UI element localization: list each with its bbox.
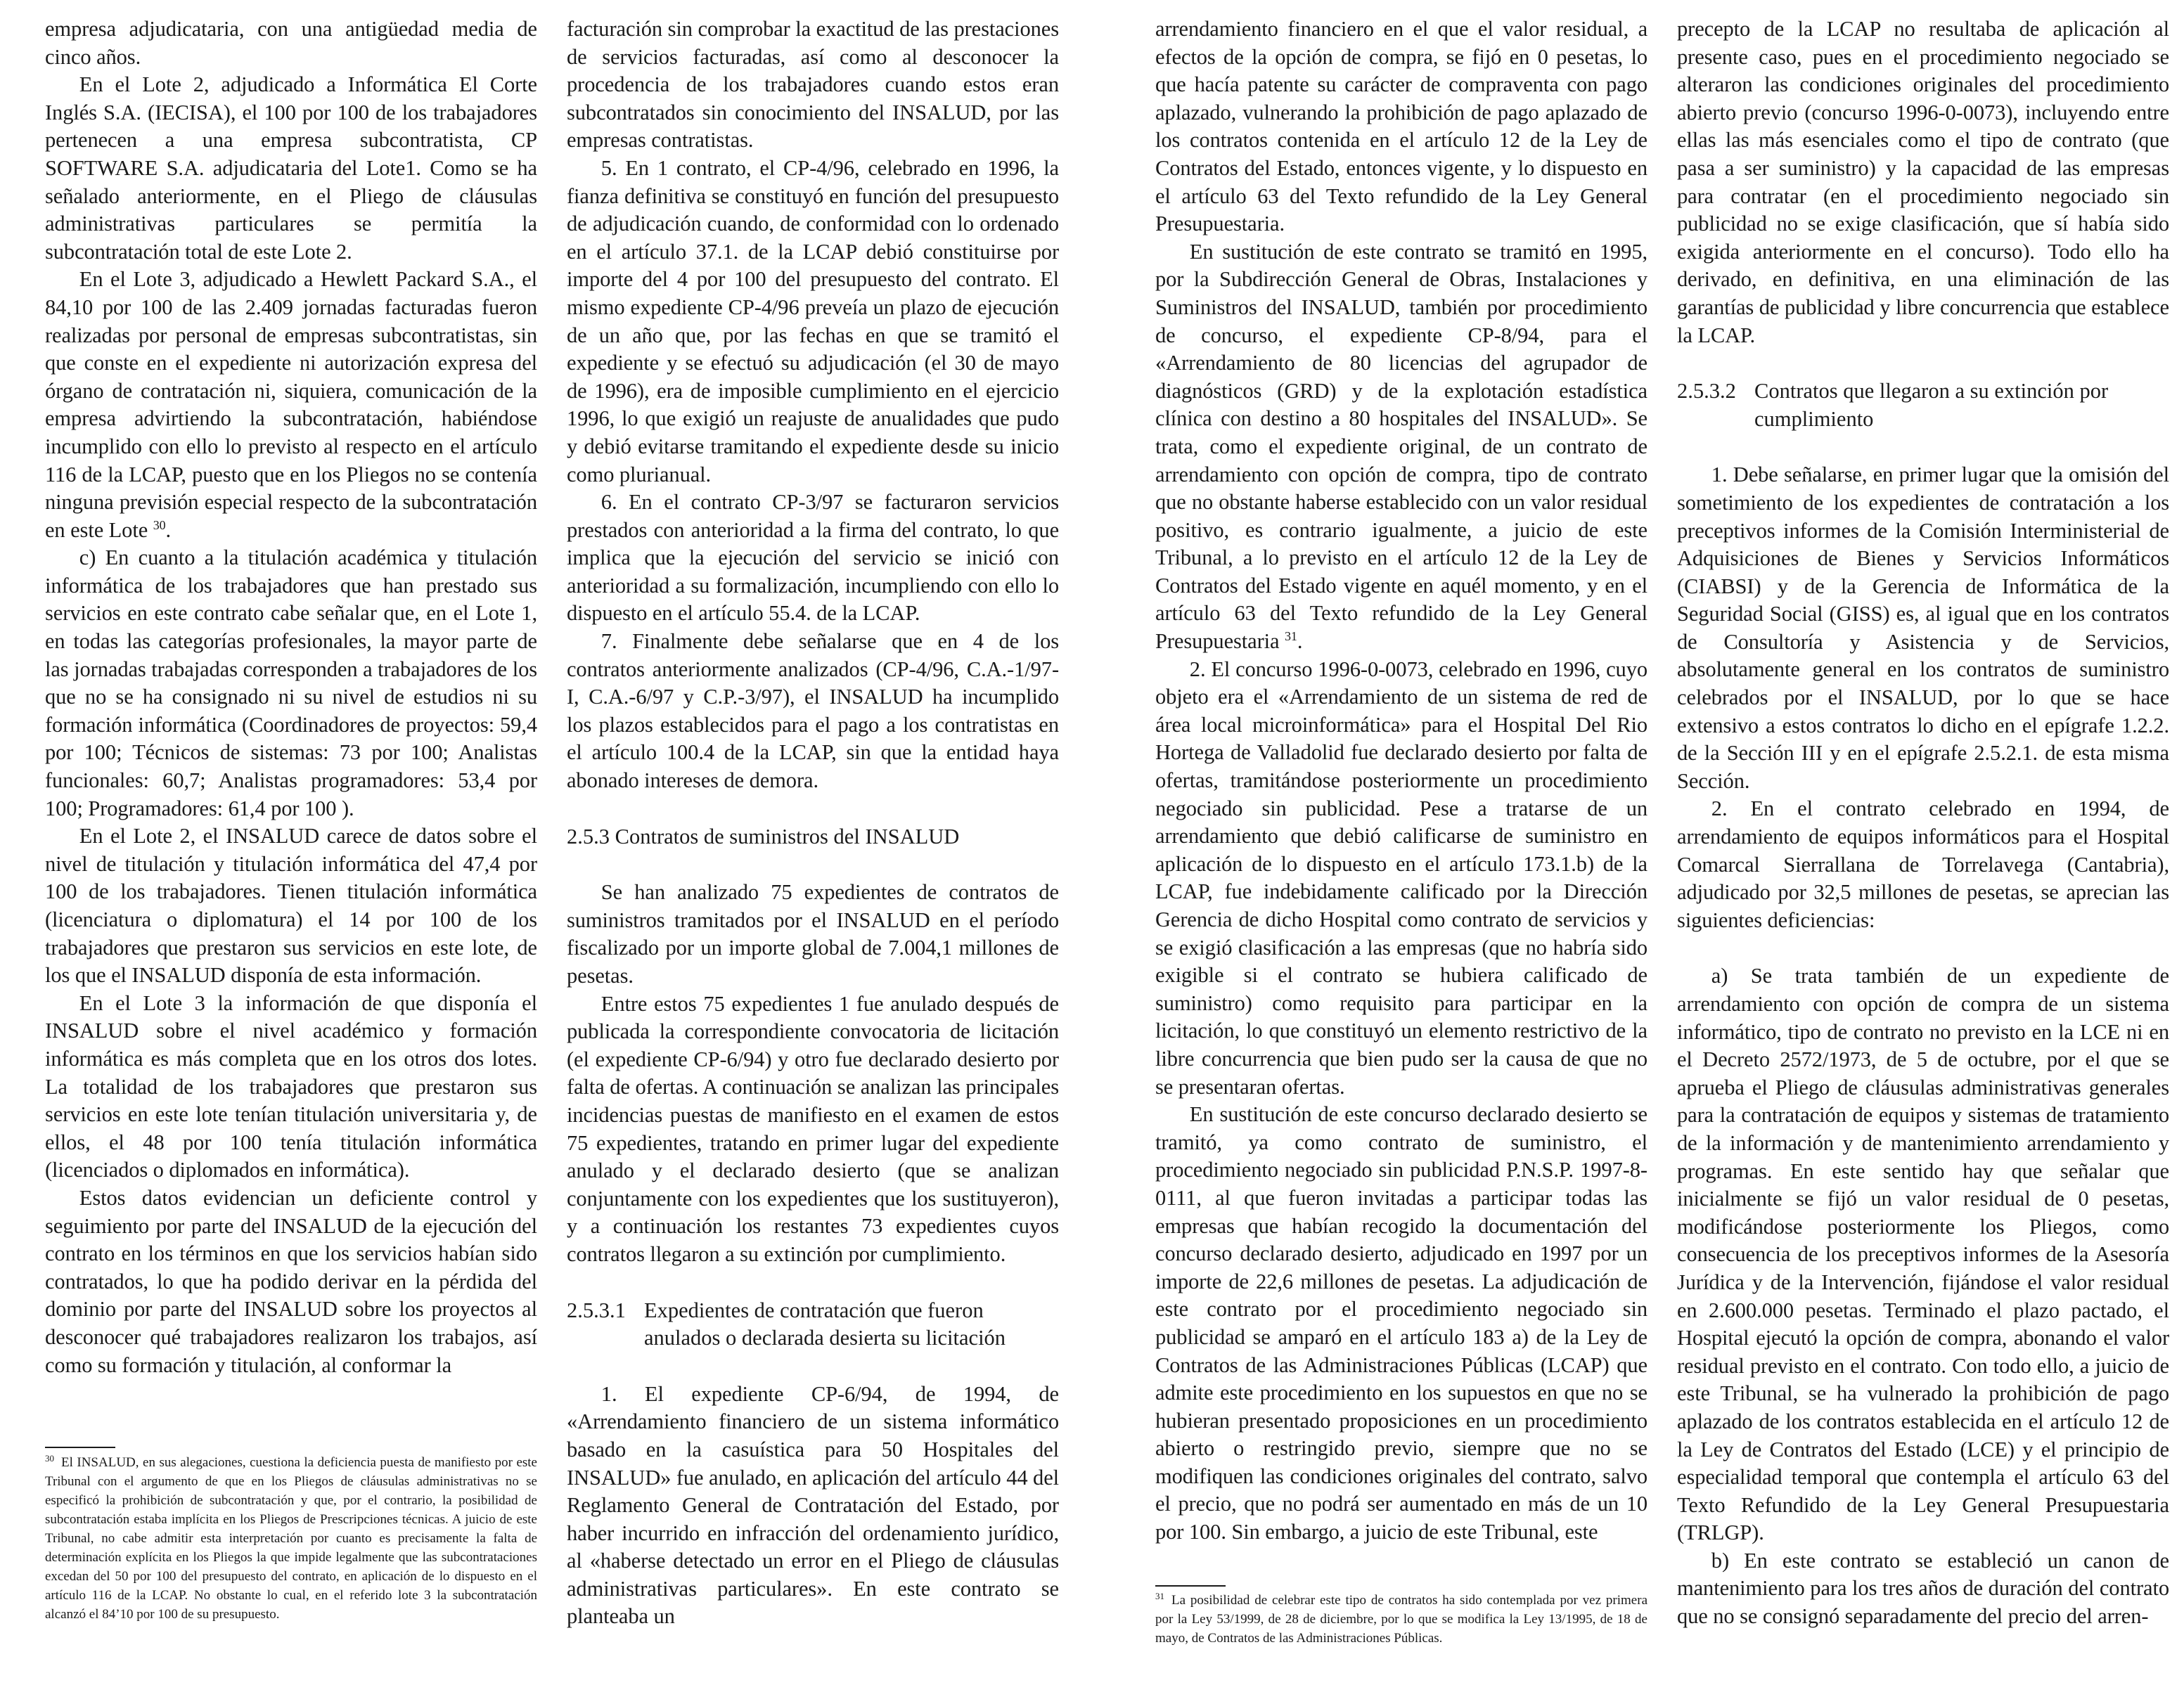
paragraph: c) En cuanto a la titulación académica y titulación informática de los trabajadores que han prestado sus servicios en este contrato cabe señalar que, en el Lote 1, en todas las categorías profesionales, la mayor parte de las jornadas trabajadas corresponden a trabajadores de los que no se ha consignado ni su nivel de estudios ni su formación informática (Coordinadores de proyectos: 59,4 por 100; Técnicos de sistemas: 73 por 100; Analistas funcionales: 60,7; Analistas programadores: 53,4 por 100; Programadores: 61,4 por 100 ). bbox=[45, 545, 537, 820]
column-3 bbox=[1155, 15, 1647, 1671]
paragraph bbox=[45, 266, 537, 544]
subsection-title: Expedientes de contratación que fueron anulados o declarada desierta su licitación bbox=[644, 1298, 1006, 1350]
footnote-text: El INSALUD, en sus alegaciones, cuestiona la deficiencia puesta de manifiesto por este Tribunal con el argumento de que en los Pliegos de cláusulas administrativas no se especificó la prohibición de subcontratación y que, por el contrario, la posibilidad de subcontratación estaba implícita en los Pliegos de Prescripciones técnicas. A juicio de este Tribunal, no cabe admitir esta interpretación por cuanto es precisamente la falta de determinación explícita en los Pliegos la que impide legalmente que las subcontrataciones excedan del 50 por 100 del presupuesto del contrato, en aplicación de lo dispuesto en el artículo 116 de la LCAP. No obstante lo cual, en el referido lote 3 la subcontratación alcanzó el 84’10 por 100 de su presupuesto. bbox=[45, 1455, 537, 1622]
section-heading: 2.5.3 Contratos de suministros del INSALUD bbox=[567, 824, 960, 848]
subsection-number: 2.5.3.2 bbox=[1677, 379, 1736, 404]
paragraph-text: En el Lote 3, adjudicado a Hewlett Packard S.A., el 84,10 por 100 de las 2.409 jornadas facturadas fueron realizadas por personal de empresas subcontratistas, sin que conste en el expediente ni autorización expresa del órgano de contratación ni, siquiera, comunicación de la empresa advirtiendo la subcontratación, habiéndose incumplido con ello lo previsto al respecto en el artículo 116 de la LCAP, puesto que en los Pliegos no se contenía ninguna previsión especial respecto de la subcontratación en este Lote bbox=[45, 267, 537, 542]
footnote-ref[interactable]: 30 bbox=[153, 517, 166, 532]
subsection-heading bbox=[1677, 377, 2169, 433]
paragraph: En sustitución de este concurso declarado desierto se tramitó, ya como contrato de suministro, el procedimiento negociado sin publicidad P.N.S.P. 1997-8-0111, al que fueron invitadas a participar todas las empresas que habían recogido la documentación del concurso declarado desierto, adjudicado en 1997 por un importe de 22,6 millones de pesetas. La adjudicación de este contrato por el procedimiento negociado sin publicidad se amparó en el artículo 183 a) de la Ley de Contratos de las Administraciones Públicas (LCAP) que admite este procedimiento en los supuestos en que no se hubieran presentado proposiciones en un procedimiento abierto o restringido previo, siempre que no se modifiquen las condiciones originales del contrato, salvo el precio, que no podrá ser aumentado en más de un 10 por 100. Sin embargo, a juicio de este Tribunal, este bbox=[1155, 1102, 1647, 1544]
paragraph: 1. Debe señalarse, en primer lugar que la omisión del sometimiento de los expedientes de contratación a los preceptivos informes de la Comisión Interministerial de Adquisiciones de Bienes y Servicios Informáticos (CIABSI) y de la Gerencia de Informática de la Seguridad Social (GISS) es, al igual que en los contratos de Consultoría y Asistencia y de Servicios, absolutamente general en los contratos de suministro celebrados por el INSALUD, por lo que se hace extensivo a estos contratos lo dicho en el epígrafe 1.2.2. de la Sección III y en el epígrafe 2.5.2.1. de esta misma Sección. bbox=[1677, 463, 2169, 793]
column-1 bbox=[45, 15, 537, 1671]
paragraph: En el Lote 2, adjudicado a Informática El Corte Inglés S.A. (IECISA), el 100 por 100 de los trabajadores pertenecen a una empresa subcontratista, CP SOFTWARE S.A. adjudicataria del Lote1. Como se ha señalado anteriormente, en el Pliego de cláusulas administrativas particulares se permitía la subcontratación total de este Lote 2. bbox=[45, 72, 537, 264]
subsection-heading bbox=[567, 1297, 1059, 1352]
footnote-divider bbox=[45, 1447, 115, 1448]
subsection-number: 2.5.3.1 bbox=[567, 1298, 626, 1322]
subsection-title: Contratos que llegaron a su extinción por cumplimiento bbox=[1754, 379, 2109, 431]
paragraph: Entre estos 75 expedientes 1 fue anulado después de publicada la correspondiente convocatoria de licitación (el expediente CP-6/94) y otro fue declarado desierto por falta de ofertas. A continuación se analizan las principales incidencias puestas de manifiesto en el examen de estos 75 expedientes, tratando en primer lugar del expediente anulado y el declarado desierto (que se analizan conjuntamente con los expedientes que los sustituyeron), y a continuación los restantes 73 expedientes cuyos contratos llegaron a su extinción por cumplimiento. bbox=[567, 991, 1059, 1266]
paragraph-end: . bbox=[165, 517, 172, 542]
footnote-number: 31 bbox=[1155, 1590, 1164, 1601]
paragraph bbox=[1155, 238, 1647, 656]
paragraph: Se han analizado 75 expedientes de contratos de suministros tramitados por el INSALUD en el período fiscalizado por un importe global de 7.004,1 millones de pesetas. bbox=[567, 880, 1059, 988]
paragraph: 2. El concurso 1996-0-0073, celebrado en 1996, cuyo objeto era el «Arrendamiento de un sistema de red de área local microinformática» para el Hospital Del Rio Hortega de Valladolid fue declarado desierto por falta de ofertas, tramitándose posteriormente un procedimiento negociado sin publicidad. Pese a tratarse de un arrendamiento que debió calificarse de suministro en aplicación de lo dispuesto en el artículo 173.1.b) de la LCAP, fue indebidamente calificado por la Dirección Gerencia de dicho Hospital como contrato de servicios y se exigió clasificación a las empresas (que no habría sido exigible si el contrato se hubiera calificado de suministro) como requisito para participar en la licitación, lo que constituyó un elemento restrictivo de la libre concurrencia que bien pudo ser la causa de que no se presentaran ofertas. bbox=[1155, 657, 1647, 1099]
paragraph: empresa adjudicataria, con una antigüedad media de cinco años. bbox=[45, 17, 537, 69]
paragraph: precepto de la LCAP no resultaba de aplicación al presente caso, pues en el procedimiento negociado se alteraron las condiciones originales del procedimiento abierto previo (concurso 1996-0-0073), incluyendo entre ellas las más esenciales como el tipo de contrato (que pasa a ser suministro) y la capacidad de las empresas para contratar (en el procedimiento negociado sin publicidad no se exige clasificación, que sí había sido exigida anteriormente en el concurso). Todo ello ha derivado, en definitiva, en una eliminación de las garantías de publicidad y libre concurrencia que establece la LCAP. bbox=[1677, 17, 2169, 347]
paragraph: 1. El expediente CP-6/94, de 1994, de «Arrendamiento financiero de un sistema informático basado en la casuística para 50 Hospitales del INSALUD» fue anulado, en aplicación del artículo 44 del Reglamento General de Contratación del Estado, por haber incurrido en infracción del ordenamiento jurídico, al «haberse detectado un error en el Pliego de cláusulas administrativas particulares». En este contrato se planteaba un bbox=[567, 1381, 1059, 1629]
right-page bbox=[1092, 0, 2184, 1685]
footnote bbox=[45, 1453, 537, 1624]
paragraph: Estos datos evidencian un deficiente control y seguimiento por parte del INSALUD de la ejecución del contrato en los términos en que los servicios habían sido contratados, lo que ha podido derivar en la pérdida del dominio por parte del INSALUD sobre los proyectos al desconocer qué trabajadores realizaron los trabajos, así como su formación y titulación, al conformar la bbox=[45, 1185, 537, 1377]
paragraph: 5. En 1 contrato, el CP-4/96, celebrado en 1996, la fianza definitiva se constituyó en función del presupuesto de adjudicación cuando, de conformidad con lo ordenado en el artículo 37.1. de la LCAP debió constituirse por importe del 4 por 100 del presupuesto del contrato. El mismo expediente CP-4/96 preveía un plazo de ejecución de un año que, por las fechas en que se tramitó el expediente y se efectuó su adjudicación (el 30 de mayo de 1996), era de imposible cumplimiento en el ejercicio 1996, lo que exigió un reajuste de anualidades que pudo y debió evitarse tramitando el expediente desde su inicio como plurianual. bbox=[567, 155, 1059, 486]
footnote-ref[interactable]: 31 bbox=[1285, 628, 1297, 643]
footnote-divider bbox=[1155, 1585, 1226, 1587]
paragraph: En el Lote 3 la información de que disponía el INSALUD sobre el nivel académico y formación informática es más completa que en los otros dos lotes. La totalidad de los trabajadores que prestaron sus servicios en este lote tenían titulación universitaria y, de ellos, el 48 por 100 tenía titulación informática (licenciados o diplomados en informática). bbox=[45, 990, 537, 1182]
footnote-text: La posibilidad de celebrar este tipo de contratos ha sido contemplada por vez primera por la Ley 53/1999, de 28 de diciembre, por lo que se modifica la Ley 13/1995, de 18 de mayo, de Contratos de las Administraciones Públicas. bbox=[1155, 1593, 1647, 1646]
paragraph-text: En sustitución de este contrato se tramitó en 1995, por la Subdirección General de Obras, Instalaciones y Suministros del INSALUD, también por procedimiento de concurso, el expediente CP-8/94, para el «Arrendamiento de 80 licencias del agrupador de diagnósticos (GRD) y de la explotación estadística clínica con destino a 80 hospitales del INSALUD». Se trata, como el expediente original, de un contrato de arrendamiento con opción de compra, tipo de contrato que no obstante haberse establecido con un valor residual positivo, es contrario igualmente, a juicio de este Tribunal, a lo previsto en el artículo 12 de la Ley de Contratos del Estado vigente en aquél momento, y en el artículo 63 del Texto refundido de la Ley General Presupuestaria bbox=[1155, 239, 1647, 654]
paragraph: 6. En el contrato CP-3/97 se facturaron servicios prestados con anterioridad a la firma del contrato, lo que implica que la ejecución del servicio se inició con anterioridad a su formalización, incumpliendo con ello lo dispuesto en el artículo 55.4. de la LCAP. bbox=[567, 490, 1059, 626]
paragraph: arrendamiento financiero en el que el valor residual, a efectos de la opción de compra, se fijó en 0 pesetas, lo que hacía patente su carácter de compraventa con pago aplazado, vulnerando la prohibición de pago aplazado de los contratos contenida en el artículo 12 de la Ley de Contratos del Estado, entonces vigente, y lo dispuesto en el artículo 63 del Texto refundido de la Ley General Presupuestaria. bbox=[1155, 17, 1647, 236]
paragraph: 7. Finalmente debe señalarse que en 4 de los contratos anteriormente analizados (CP-4/96, C.A.-1/97-I, C.A.-6/97 y C.P.-3/97), el INSALUD ha incumplido los plazos establecidos para el pago a los contratistas en el artículo 100.4 de la LCAP, sin que la entidad haya abonado intereses de demora. bbox=[567, 629, 1059, 793]
paragraph: En el Lote 2, el INSALUD carece de datos sobre el nivel de titulación y titulación informática del 47,4 por 100 de los trabajadores. Tienen titulación informática (licenciatura o diplomatura) el 14 por 100 de los trabajadores que prestaron sus servicios en este lote, de los que el INSALUD disponía de esta información. bbox=[45, 824, 537, 988]
paragraph: facturación sin comprobar la exactitud de las prestaciones de servicios facturadas, así como al desconocer la procedencia de los trabajadores cuando estos eran subcontratados sin conocimiento del INSALUD, por las empresas contratistas. bbox=[567, 17, 1059, 153]
paragraph: 2. En el contrato celebrado en 1994, de arrendamiento de equipos informáticos para el Hospital Comarcal Sierrallana de Torrelavega (Cantabria), adjudicado por 32,5 millones de pesetas, se aprecian las siguientes deficiencias: bbox=[1677, 796, 2169, 932]
paragraph: a) Se trata también de un expediente de arrendamiento con opción de compra de un sistema informático, tipo de contrato no previsto en la LCE ni en el Decreto 2572/1973, de 5 de octubre, por el que se aprueba el Pliego de cláusulas administrativas generales para la contratación de equipos y sistemas de tratamiento de la información y de mantenimiento arrendamiento y programas. En este sentido hay que señalar que inicialmente se fijó un valor residual de 0 pesetas, modificándose posteriormente los Pliegos, como consecuencia de los preceptivos informes de la Asesoría Jurídica y de la Intervención, fijándose el valor residual en 2.600.000 pesetas. Terminado el plazo pactado, el Hospital ejecutó la opción de compra, abonando el valor residual previsto en el contrato. Con todo ello, a juicio de este Tribunal, se ha vulnerado la prohibición de pago aplazado de los contratos establecida en el artículo 12 de la Ley de Contratos del Estado (LCE) y el principio de especialidad temporal que contempla el artículo 63 del Texto Refundido de la Ley General Presupuestaria (TRLGP). bbox=[1677, 964, 2169, 1545]
footnote bbox=[1155, 1591, 1647, 1648]
footnote-number: 30 bbox=[45, 1452, 54, 1464]
column-4 bbox=[1677, 15, 2169, 1671]
paragraph-end: . bbox=[1297, 629, 1303, 654]
column-2 bbox=[567, 15, 1059, 1671]
paragraph: b) En este contrato se estableció un canon de mantenimiento para los tres años de duración del contrato que no se consignó separadamente del precio del arren- bbox=[1677, 1548, 2169, 1629]
